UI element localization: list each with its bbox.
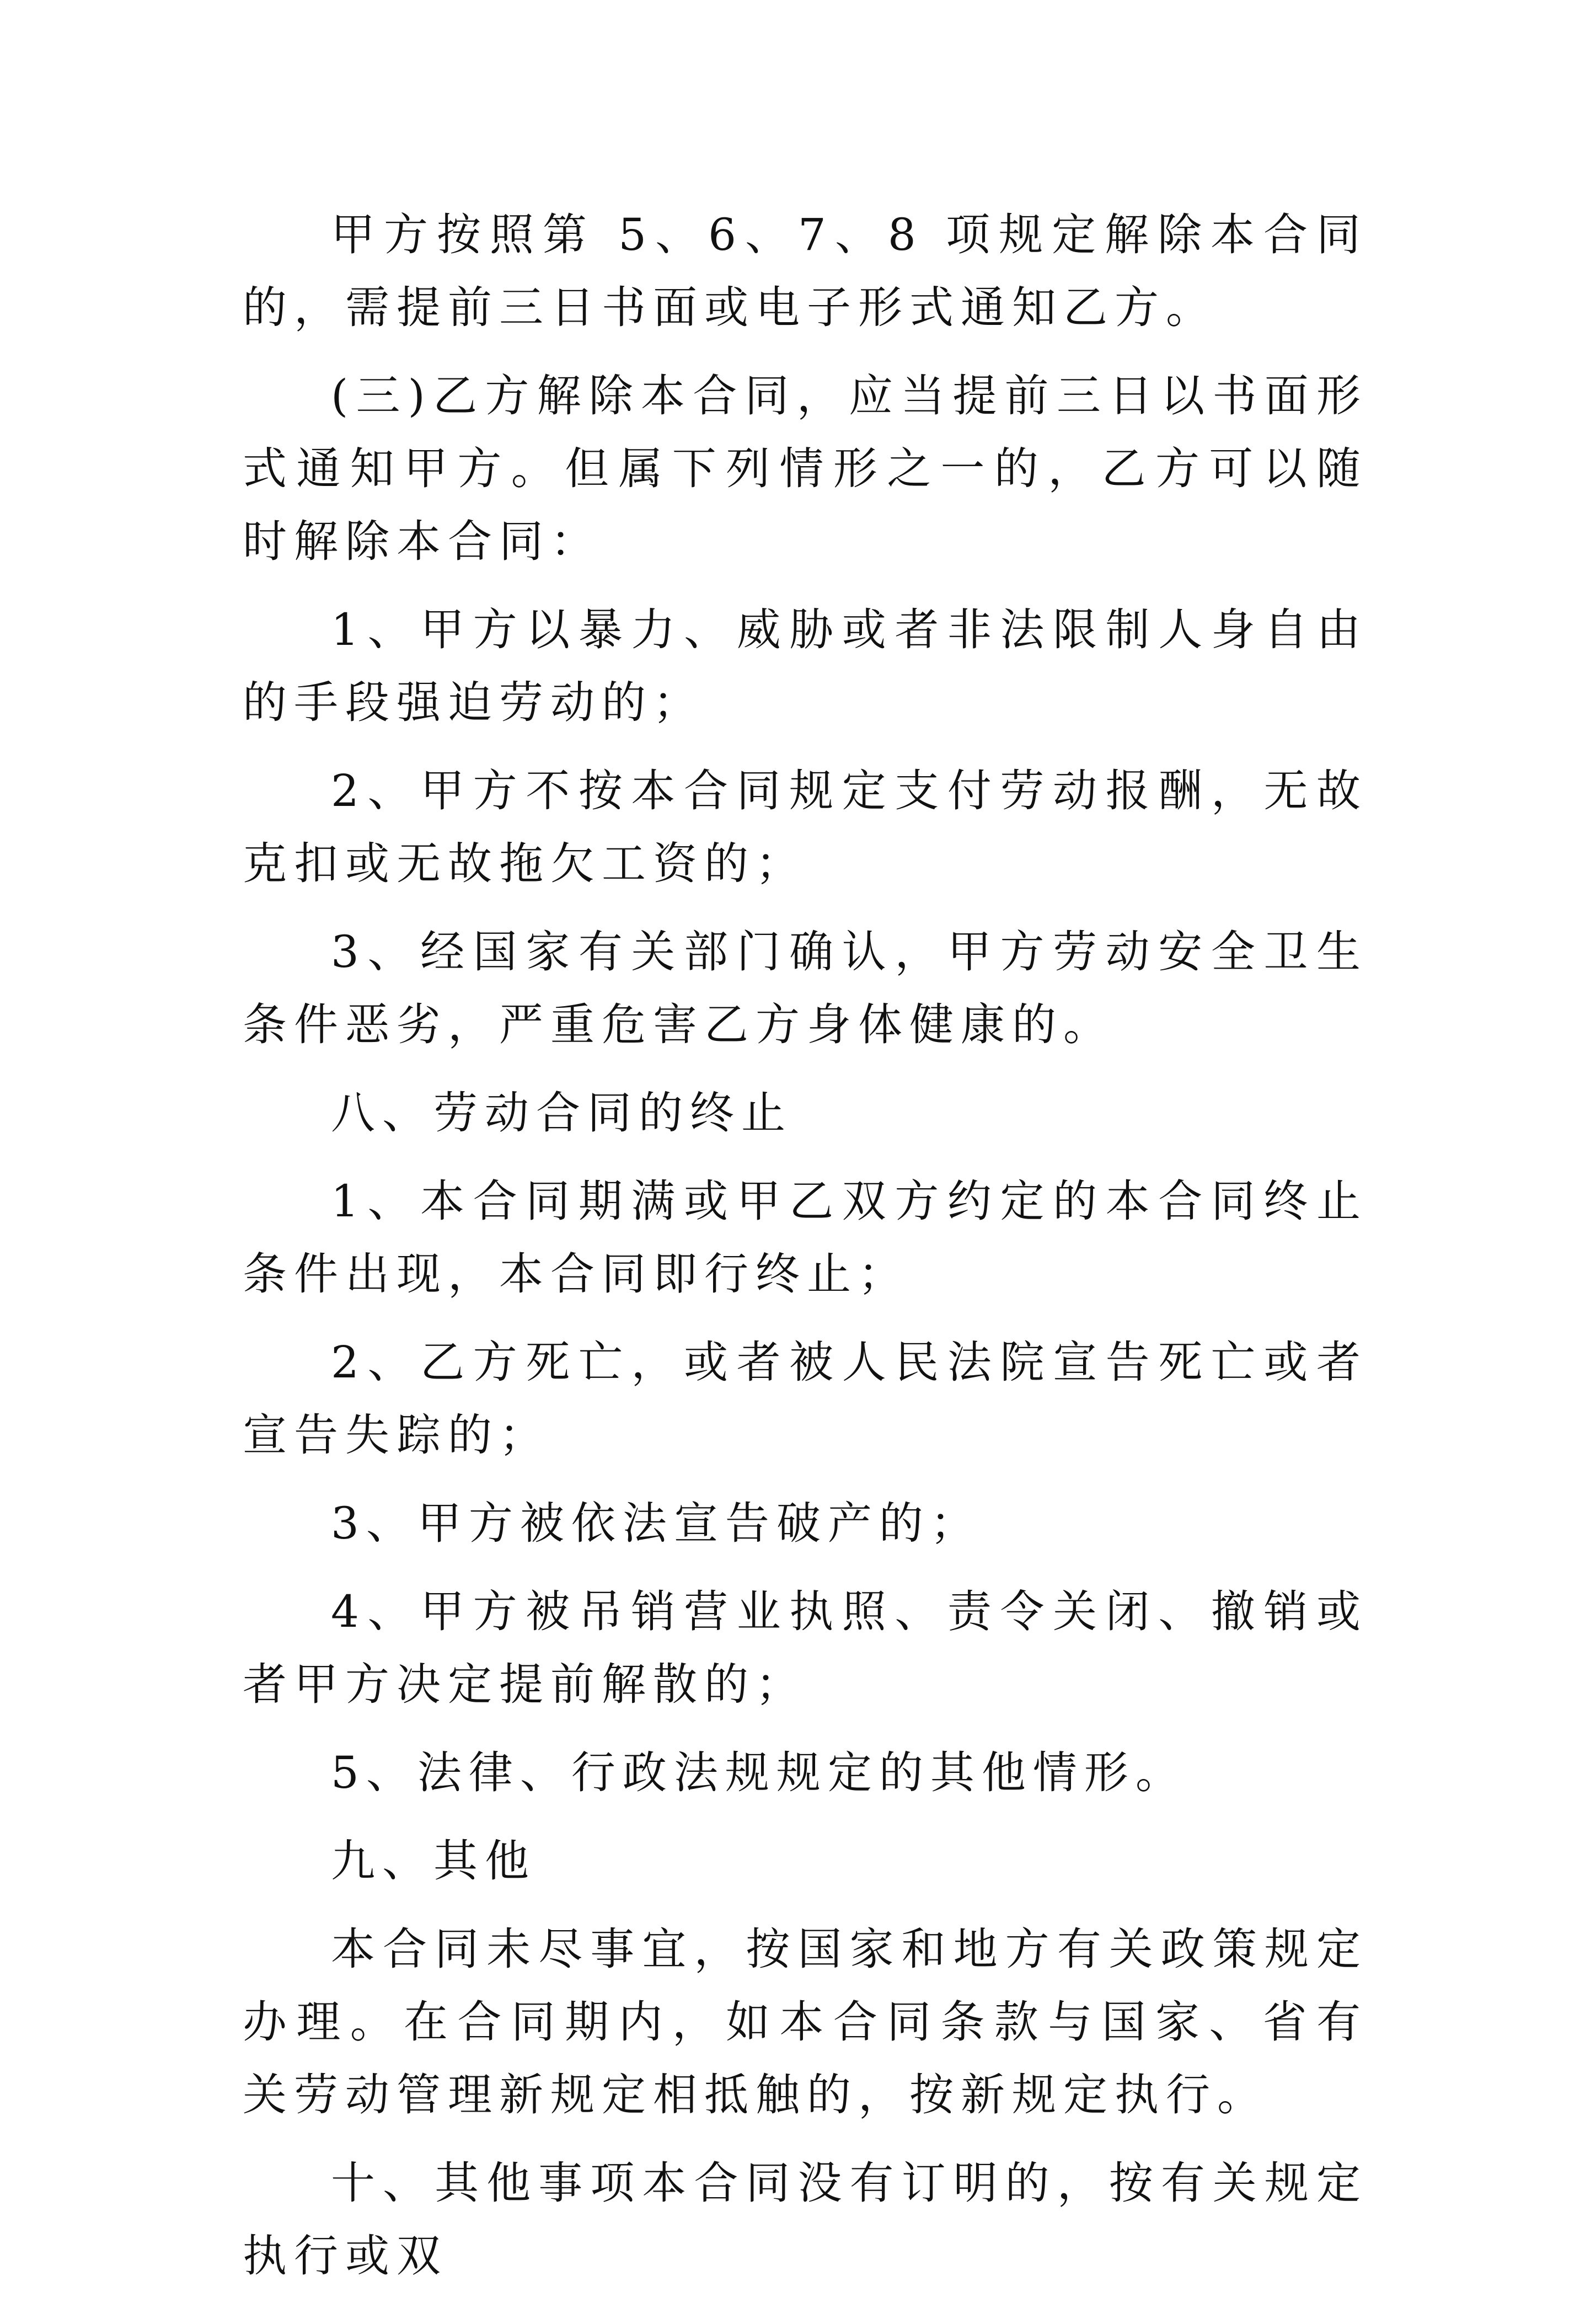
- paragraph-other-legal: 5、法律、行政法规规定的其他情形。: [331, 1747, 1187, 1798]
- paragraph-unresolved-matters: 本合同未尽事宜，按国家和地方有关政策规定办理。在合同期内，如本合同条款与国家、省有关劳动管理新规定相抵触的，按新规定执行。: [243, 1924, 1368, 2120]
- paragraph-employee-termination: (三)乙方解除本合同，应当提前三日以书面形式通知甲方。但属下列情形之一的，乙方可以随时解除本合同：: [243, 370, 1368, 567]
- paragraph-other-matters: 十、其他事项本合同没有订明的，按有关规定执行或双: [243, 2157, 1368, 2282]
- paragraph-unsafe-conditions: 3、经国家有关部门确认，甲方劳动安全卫生条件恶劣，严重危害乙方身体健康的。: [243, 926, 1368, 1050]
- paragraph-bankruptcy: 3、甲方被依法宣告破产的；: [331, 1498, 982, 1549]
- document-body: [243, 199, 1368, 2308]
- paragraph-early-termination-notice: 甲方按照第 5、6、7、8 项规定解除本合同的，需提前三日书面或电子形式通知乙方。: [243, 209, 1368, 333]
- paragraph-employee-death: 2、乙方死亡，或者被人民法院宣告死亡或者宣告失踪的；: [243, 1337, 1368, 1461]
- paragraph-term-expiry: 1、本合同期满或甲乙双方约定的本合同终止条件出现，本合同即行终止；: [243, 1176, 1368, 1300]
- section-heading-contract-end: 八、劳动合同的终止: [331, 1087, 792, 1139]
- paragraph-forced-labor: 1、甲方以暴力、威胁或者非法限制人身自由的手段强迫劳动的；: [243, 604, 1368, 728]
- paragraph-license-revoked: 4、甲方被吊销营业执照、责令关闭、撤销或者甲方决定提前解散的；: [243, 1586, 1368, 1710]
- section-heading-other: 九、其他: [331, 1835, 536, 1887]
- paragraph-unpaid-wages: 2、甲方不按本合同规定支付劳动报酬，无故克扣或无故拖欠工资的；: [243, 765, 1368, 889]
